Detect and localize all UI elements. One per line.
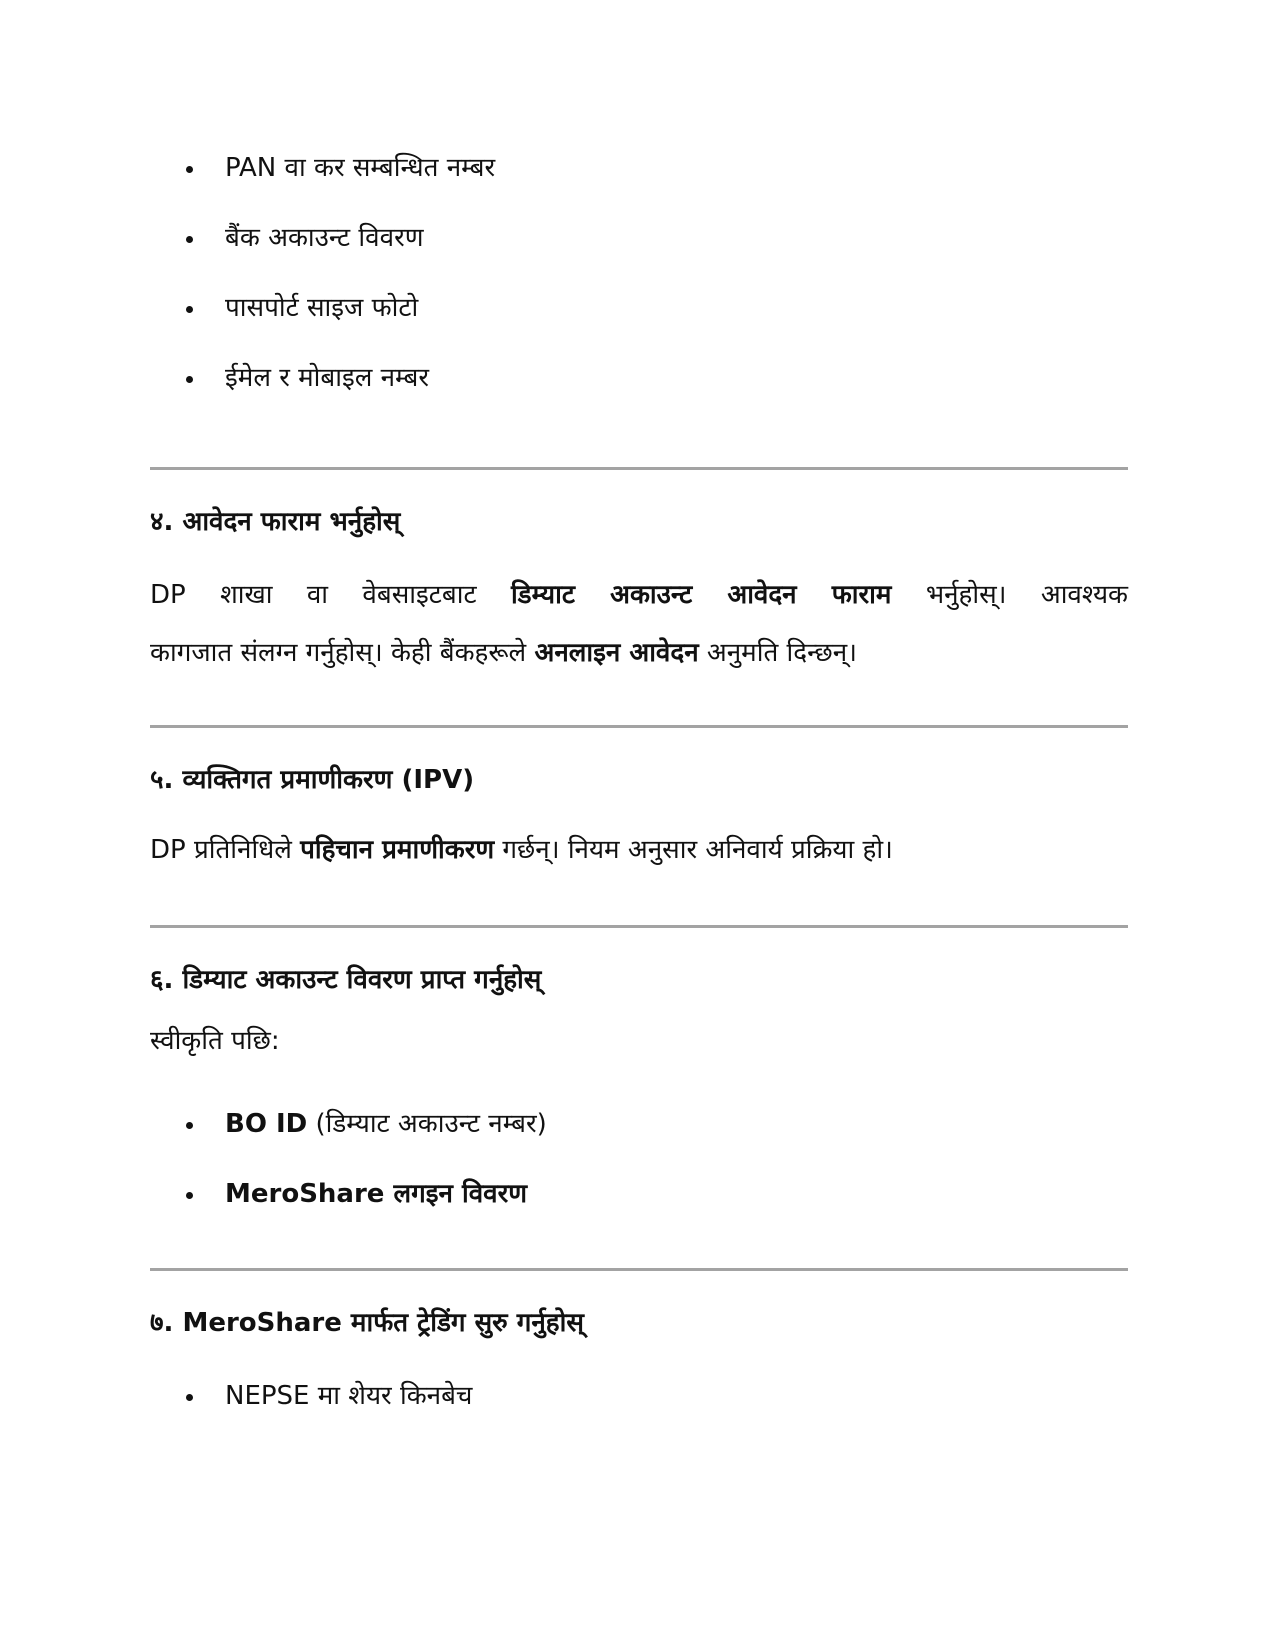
step6-heading: ६. डिम्याट अकाउन्ट विवरण प्राप्त गर्नुहोस् [150,965,542,995]
step5-heading: ५. व्यक्तिगत प्रमाणीकरण (IPV) [150,765,475,795]
step6-intro: स्वीकृति पछि: [150,1026,280,1056]
step4-emphasis-form: डिम्याट अकाउन्ट आवेदन फाराम [510,580,892,610]
step4-line-1: DP शाखा वा वेबसाइटबाट डिम्याट अकाउन्ट आवेदन फाराम भर्नुहोस्। आवश्यक [150,580,1128,610]
section-divider [150,925,1128,928]
section-divider [150,1268,1128,1271]
step4-line-2: कागजात संलग्न गर्नुहोस्। केही बैंकहरूले अनलाइन आवेदन अनुमति दिन्छन्। [150,638,858,668]
step4-paragraph [150,566,1128,682]
step4-emphasis-online: अनलाइन आवेदन [534,638,699,668]
list-item-text: BO ID (डिम्याट अकाउन्ट नम्बर) [225,1109,547,1139]
step5-paragraph: DP प्रतिनिधिले पहिचान प्रमाणीकरण गर्छन्। नियम अनुसार अनिवार्य प्रक्रिया हो। [150,835,893,865]
section-divider [150,467,1128,470]
section-divider [150,725,1128,728]
list-item-text: MeroShare लगइन विवरण [225,1179,528,1209]
list-item-text: ईमेल र मोबाइल नम्बर [225,363,429,393]
list-item-text: पासपोर्ट साइज फोटो [225,293,419,323]
step7-heading: ७. MeroShare मार्फत ट्रेडिंग सुरु गर्नुहोस् [150,1308,584,1338]
step5-emphasis: पहिचान प्रमाणीकरण [300,835,495,865]
list-item-text: NEPSE मा शेयर किनबेच [225,1381,473,1411]
step4-heading: ४. आवेदन फाराम भर्नुहोस् [150,507,401,537]
list-item-text: बैंक अकाउन्ट विवरण [225,223,424,253]
list-item-text: PAN वा कर सम्बन्धित नम्बर [225,153,496,183]
